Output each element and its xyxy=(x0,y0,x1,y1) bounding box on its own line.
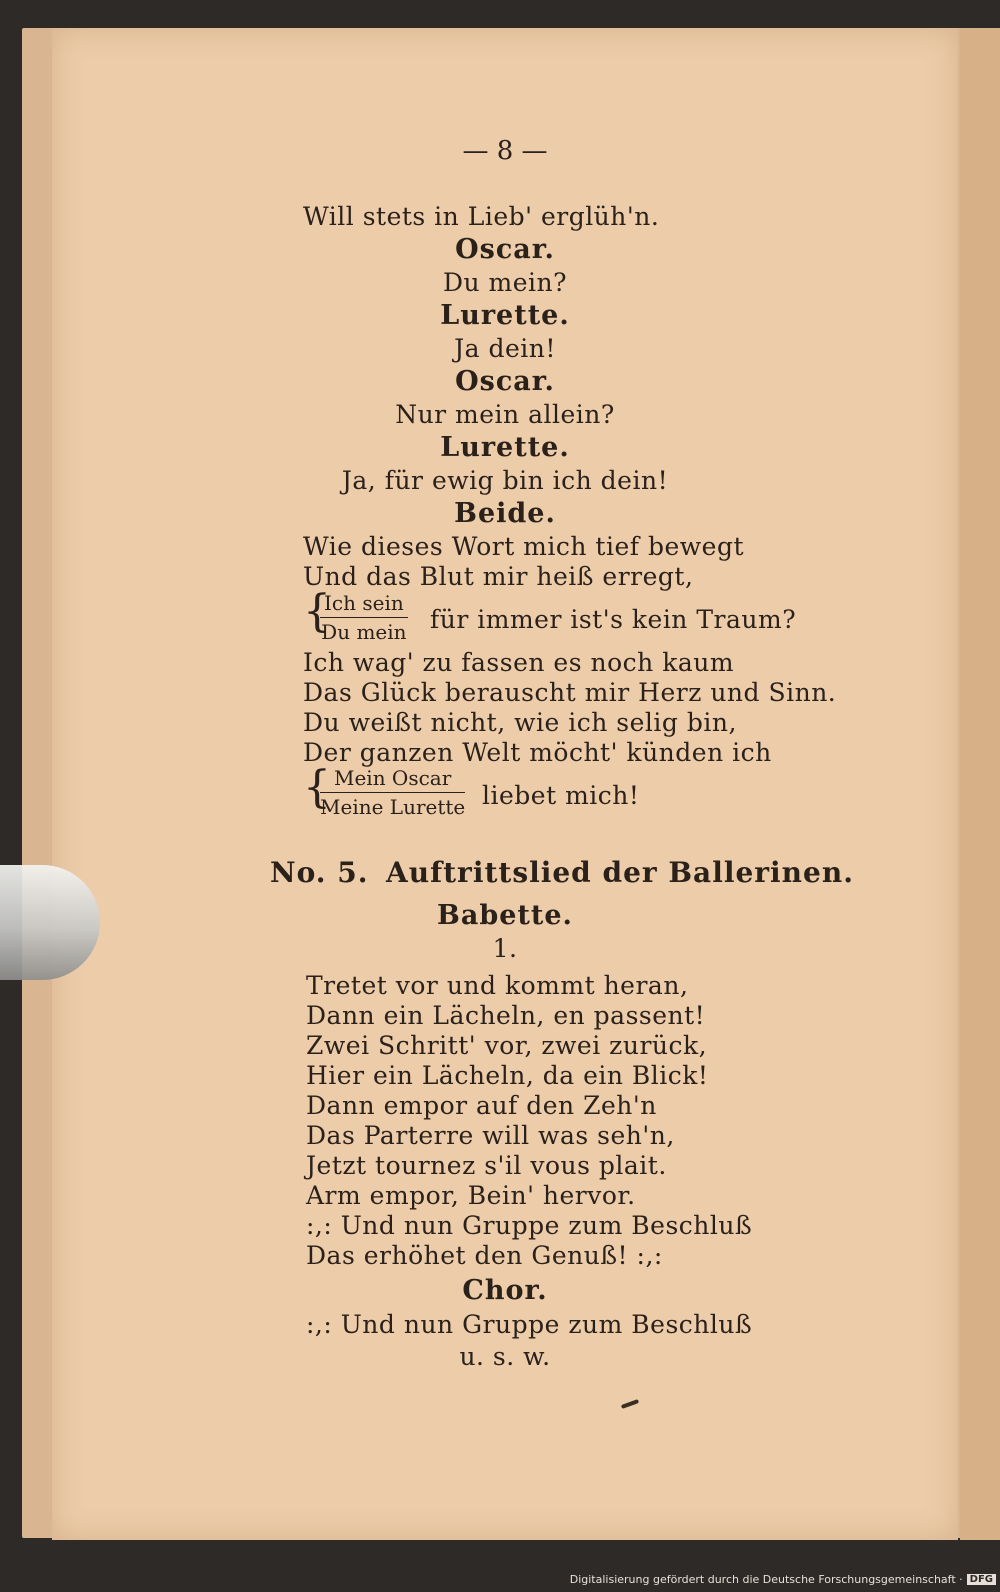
speaker-name: Oscar. xyxy=(455,234,555,265)
verse-line: Du mein? xyxy=(442,268,568,297)
verse-line: Das Glück berauscht mir Herz und Sinn. xyxy=(303,678,837,707)
fraction-bottom: Meine Lurette xyxy=(320,795,466,819)
alternate-text-fraction xyxy=(320,591,408,644)
verse-line: Ja dein! xyxy=(454,334,556,363)
verse-line: Das erhöhet den Genuß! :,: xyxy=(306,1241,663,1270)
speaker-name: Lurette. xyxy=(440,432,570,463)
verse-line: :,: Und nun Gruppe zum Beschluß xyxy=(306,1211,753,1240)
verse-line: liebet mich! xyxy=(482,781,640,810)
verse-line: Wie dieses Wort mich tief bewegt xyxy=(303,532,745,561)
footer-credit xyxy=(570,1569,996,1589)
verse-line: Hier ein Lächeln, da ein Blick! xyxy=(306,1061,709,1090)
fraction-top: Ich sein xyxy=(320,591,408,618)
alternate-text-fraction xyxy=(320,766,465,819)
verse-line: für immer ist's kein Traum? xyxy=(430,605,797,634)
speaker-name: Beide. xyxy=(454,498,556,529)
section-title: Auftrittslied der Ballerinen. xyxy=(386,856,854,889)
verse-line: Du weißt nicht, wie ich selig bin, xyxy=(303,708,737,737)
verse-line: Dann empor auf den Zeh'n xyxy=(306,1091,657,1120)
brace-glyph: { xyxy=(303,586,331,637)
verse-line: :,: Und nun Gruppe zum Beschluß xyxy=(306,1310,753,1339)
section-number: No. 5. xyxy=(270,856,369,889)
verse-number: 1. xyxy=(492,934,518,963)
verse-ending: u. s. w. xyxy=(459,1342,551,1371)
verse-line: Das Parterre will was seh'n, xyxy=(306,1121,675,1150)
speaker-name: Oscar. xyxy=(455,366,555,397)
next-page-edge xyxy=(960,28,1000,1540)
verse-line: Will stets in Lieb' erglüh'n. xyxy=(303,202,660,231)
verse-line: Nur mein allein? xyxy=(395,400,615,429)
speaker-name: Babette. xyxy=(437,900,573,931)
verse-line: Dann ein Lächeln, en passent! xyxy=(306,1001,706,1030)
dfg-logo: DFG xyxy=(967,1574,996,1585)
verse-line: Jetzt tournez s'il vous plait. xyxy=(306,1151,667,1180)
fraction-bottom: Du mein xyxy=(321,620,407,644)
verse-line: Ja, für ewig bin ich dein! xyxy=(341,466,669,495)
verse-line: Der ganzen Welt möcht' künden ich xyxy=(303,738,772,767)
verse-line: Tretet vor und kommt heran, xyxy=(306,971,689,1000)
page-number: — 8 — xyxy=(462,136,548,166)
footer-text: Digitalisierung gefördert durch die Deutsche Forschungsgemeinschaft · xyxy=(569,1572,963,1586)
speaker-name: Lurette. xyxy=(440,300,570,331)
verse-line: Ich wag' zu fassen es noch kaum xyxy=(303,648,735,677)
verse-line: Zwei Schritt' vor, zwei zurück, xyxy=(306,1031,708,1060)
book-page xyxy=(52,28,958,1540)
speaker-name: Chor. xyxy=(462,1275,548,1306)
verse-line: Arm empor, Bein' hervor. xyxy=(306,1181,636,1210)
fraction-top: Mein Oscar xyxy=(320,766,465,793)
brace-glyph: { xyxy=(303,762,331,813)
verse-line: Und das Blut mir heiß erregt, xyxy=(303,562,694,591)
